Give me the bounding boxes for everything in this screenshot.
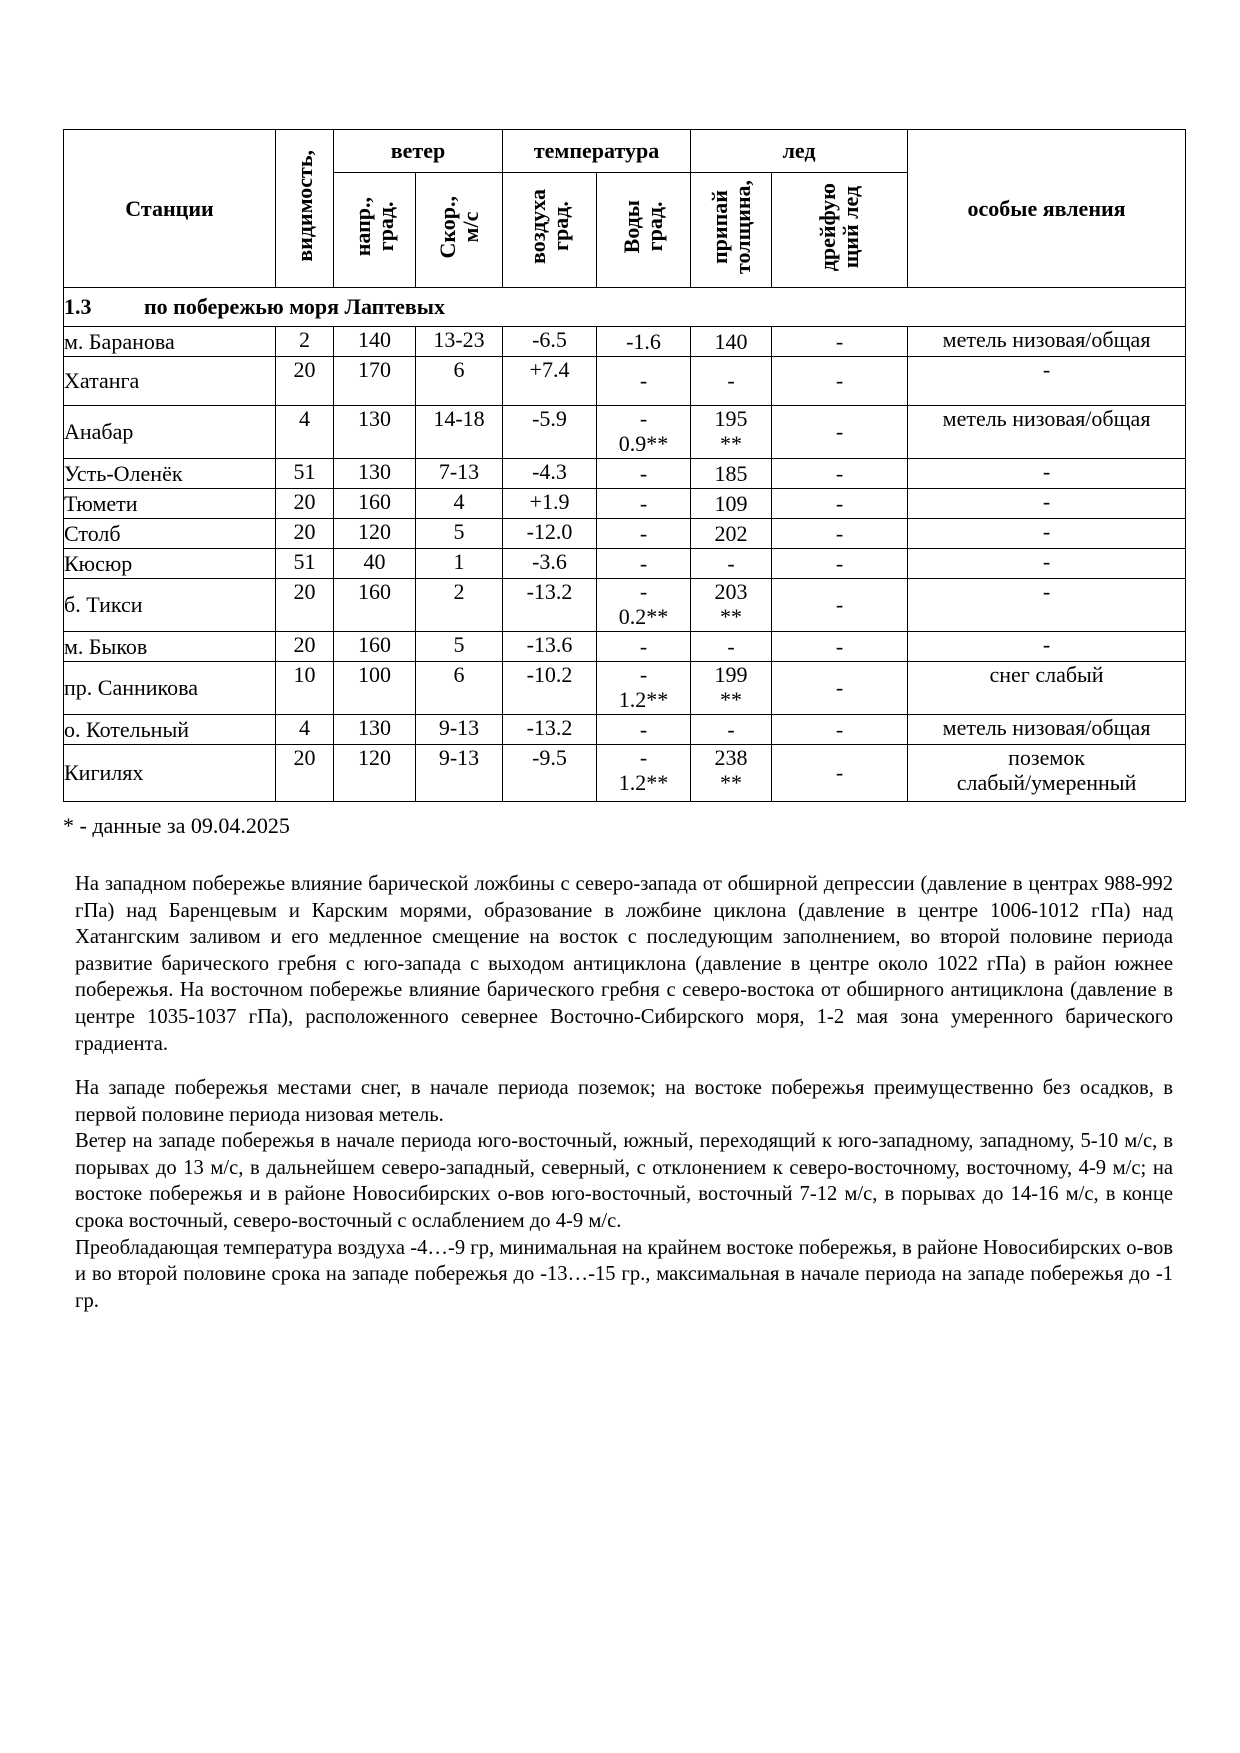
header-temperature: температура	[503, 130, 691, 173]
paragraph-2: На западе побережья местами снег, в начале периода поземок; на востоке побережья преимущественно без осадков, в первой половине периода низовая метель.	[75, 1077, 1173, 1126]
drifting-ice-cell: -	[772, 745, 908, 802]
fast-ice-cell: 109	[691, 489, 772, 519]
water-temp-cell: -1.6	[597, 327, 691, 357]
station-name: Кюсюр	[64, 549, 276, 579]
section-row	[64, 288, 1186, 327]
table-row	[64, 357, 1186, 406]
section-number: 1.3	[64, 294, 92, 319]
header-stations: Станции	[64, 130, 276, 288]
air-temp-cell: +7.4	[503, 357, 597, 406]
wind-speed-cell: 1	[416, 549, 503, 579]
water-temp-cell: -	[597, 715, 691, 745]
wind-speed-cell: 5	[416, 519, 503, 549]
wind-speed-cell: 14-18	[416, 406, 503, 459]
water-temp-cell: -	[597, 489, 691, 519]
visibility-cell: 51	[276, 459, 334, 489]
wind-speed-cell: 4	[416, 489, 503, 519]
station-name: Анабар	[64, 406, 276, 459]
water-temp-cell: - 0.2**	[597, 579, 691, 632]
synoptic-paragraph	[75, 871, 1173, 1057]
observations-table	[63, 129, 1186, 802]
phenomena-cell: снег слабый	[908, 662, 1186, 715]
header-visibility: видимость,	[276, 130, 334, 288]
wind-dir-cell: 130	[334, 406, 416, 459]
drifting-ice-cell: -	[772, 632, 908, 662]
paragraph-4: Преобладающая температура воздуха -4…-9 гр, минимальная на крайнем востоке побережья, в районе Новосибирских о-вов и во второй половине срока на западе побережья до -13…-15 гр., максимальная в начале периода на западе побережья до -1 гр.	[75, 1236, 1173, 1312]
fast-ice-cell: 203 **	[691, 579, 772, 632]
fast-ice-cell: -	[691, 549, 772, 579]
table-row	[64, 549, 1186, 579]
visibility-cell: 51	[276, 549, 334, 579]
visibility-cell: 20	[276, 357, 334, 406]
visibility-cell: 20	[276, 489, 334, 519]
table-row	[64, 406, 1186, 459]
air-temp-cell: -13.2	[503, 579, 597, 632]
wind-dir-cell: 120	[334, 519, 416, 549]
header-wind-dir: напр., град.	[334, 173, 416, 288]
station-name: м. Быков	[64, 632, 276, 662]
water-temp-cell: - 1.2**	[597, 745, 691, 802]
station-name: о. Котельный	[64, 715, 276, 745]
fast-ice-cell: -	[691, 632, 772, 662]
water-temp-cell: -	[597, 632, 691, 662]
table-row	[64, 489, 1186, 519]
air-temp-cell: -9.5	[503, 745, 597, 802]
visibility-cell: 4	[276, 406, 334, 459]
fast-ice-cell: 140	[691, 327, 772, 357]
phenomena-cell: -	[908, 489, 1186, 519]
drifting-ice-cell: -	[772, 715, 908, 745]
visibility-cell: 20	[276, 632, 334, 662]
phenomena-cell: -	[908, 579, 1186, 632]
wind-dir-cell: 160	[334, 579, 416, 632]
drifting-ice-cell: -	[772, 662, 908, 715]
drifting-ice-cell: -	[772, 519, 908, 549]
water-temp-cell: - 1.2**	[597, 662, 691, 715]
air-temp-cell: -10.2	[503, 662, 597, 715]
phenomena-cell: поземок слабый/умеренный	[908, 745, 1186, 802]
wind-dir-cell: 40	[334, 549, 416, 579]
air-temp-cell: -5.9	[503, 406, 597, 459]
air-temp-cell: -12.0	[503, 519, 597, 549]
station-name: Кигилях	[64, 745, 276, 802]
phenomena-cell: -	[908, 549, 1186, 579]
header-fast-ice: припай толщина,	[691, 173, 772, 288]
air-temp-cell: -13.6	[503, 632, 597, 662]
fast-ice-cell: 199 **	[691, 662, 772, 715]
phenomena-cell: метель низовая/общая	[908, 406, 1186, 459]
section-title: по побережью моря Лаптевых	[144, 294, 445, 319]
paragraph-1: На западном побережье влияние барической ложбины с северо-запада от обширной депрессии (давление в центрах 988-992 гПа) над Баренцевым и Карским морями, образование в ложбине циклона (давление в центре 1006-1012 гПа) над Хатангским заливом и его медленное смещение на восток с последующим заполнением, во второй половине периода развитие барического гребня с юго-запада с выходом антициклона (давление в центре около 1022 гПа) в район южнее побережья. На восточном побережье влияние барического гребня с северо-востока от обширного антициклона (давление в центре 1035-1037 гПа), расположенного севернее Восточно-Сибирского моря, 1-2 мая зона умеренного барического градиента.	[75, 873, 1173, 1055]
visibility-cell: 10	[276, 662, 334, 715]
header-ice: лед	[691, 130, 908, 173]
station-name: б. Тикси	[64, 579, 276, 632]
visibility-cell: 2	[276, 327, 334, 357]
phenomena-cell: -	[908, 632, 1186, 662]
water-temp-cell: -	[597, 459, 691, 489]
visibility-cell: 20	[276, 519, 334, 549]
table-row	[64, 519, 1186, 549]
fast-ice-cell: 195 **	[691, 406, 772, 459]
wind-speed-cell: 9-13	[416, 715, 503, 745]
drifting-ice-cell: -	[772, 406, 908, 459]
phenomena-cell: -	[908, 357, 1186, 406]
table-row	[64, 632, 1186, 662]
header-drifting-ice: дрейфую щий лед	[772, 173, 908, 288]
wind-dir-cell: 140	[334, 327, 416, 357]
water-temp-cell: - 0.9**	[597, 406, 691, 459]
phenomena-cell: метель низовая/общая	[908, 715, 1186, 745]
wind-dir-cell: 160	[334, 489, 416, 519]
table-row	[64, 745, 1186, 802]
wind-speed-cell: 6	[416, 662, 503, 715]
header-water-temp: Воды град.	[597, 173, 691, 288]
station-name: пр. Санникова	[64, 662, 276, 715]
footnote: * - данные за 09.04.2025	[63, 813, 290, 838]
water-temp-cell: -	[597, 549, 691, 579]
fast-ice-cell: -	[691, 357, 772, 406]
wind-dir-cell: 160	[334, 632, 416, 662]
fast-ice-cell: -	[691, 715, 772, 745]
table-row	[64, 662, 1186, 715]
station-name: Хатанга	[64, 357, 276, 406]
drifting-ice-cell: -	[772, 489, 908, 519]
station-name: Тюмети	[64, 489, 276, 519]
fast-ice-cell: 185	[691, 459, 772, 489]
station-name: м. Баранова	[64, 327, 276, 357]
drifting-ice-cell: -	[772, 459, 908, 489]
wind-speed-cell: 5	[416, 632, 503, 662]
wind-speed-cell: 6	[416, 357, 503, 406]
header-wind-speed: Скор., м/с	[416, 173, 503, 288]
table-row	[64, 459, 1186, 489]
wind-dir-cell: 170	[334, 357, 416, 406]
air-temp-cell: -6.5	[503, 327, 597, 357]
water-temp-cell: -	[597, 519, 691, 549]
wind-speed-cell: 7-13	[416, 459, 503, 489]
phenomena-cell: -	[908, 459, 1186, 489]
air-temp-cell: +1.9	[503, 489, 597, 519]
phenomena-cell: -	[908, 519, 1186, 549]
phenomena-cell: метель низовая/общая	[908, 327, 1186, 357]
header-phenomena: особые явления	[908, 130, 1186, 288]
table-row	[64, 327, 1186, 357]
station-name: Усть-Оленёк	[64, 459, 276, 489]
drifting-ice-cell: -	[772, 579, 908, 632]
drifting-ice-cell: -	[772, 549, 908, 579]
fast-ice-cell: 202	[691, 519, 772, 549]
air-temp-cell: -13.2	[503, 715, 597, 745]
wind-speed-cell: 13-23	[416, 327, 503, 357]
water-temp-cell: -	[597, 357, 691, 406]
wind-dir-cell: 120	[334, 745, 416, 802]
visibility-cell: 20	[276, 579, 334, 632]
air-temp-cell: -3.6	[503, 549, 597, 579]
header-wind: ветер	[334, 130, 503, 173]
drifting-ice-cell: -	[772, 327, 908, 357]
wind-speed-cell: 2	[416, 579, 503, 632]
wind-speed-cell: 9-13	[416, 745, 503, 802]
forecast-paragraphs	[75, 1075, 1173, 1314]
header-air-temp: воздуха град.	[503, 173, 597, 288]
wind-dir-cell: 130	[334, 459, 416, 489]
wind-dir-cell: 130	[334, 715, 416, 745]
table-row	[64, 579, 1186, 632]
air-temp-cell: -4.3	[503, 459, 597, 489]
wind-dir-cell: 100	[334, 662, 416, 715]
drifting-ice-cell: -	[772, 357, 908, 406]
visibility-cell: 20	[276, 745, 334, 802]
visibility-cell: 4	[276, 715, 334, 745]
fast-ice-cell: 238 **	[691, 745, 772, 802]
paragraph-3: Ветер на западе побережья в начале периода юго-восточный, южный, переходящий к юго-западному, западному, 5-10 м/с, в порывах до 13 м/с, в дальнейшем северо-западный, северный, с отклонением к северо-восточному, восточному, 4-9 м/с; на востоке побережья и в районе Новосибирских о-вов юго-восточный, восточный 7-12 м/с, в порывах до 14-16 м/с, в конце срока восточный, северо-восточный с ослаблением до 4-9 м/с.	[75, 1130, 1173, 1232]
station-name: Столб	[64, 519, 276, 549]
table-row	[64, 715, 1186, 745]
